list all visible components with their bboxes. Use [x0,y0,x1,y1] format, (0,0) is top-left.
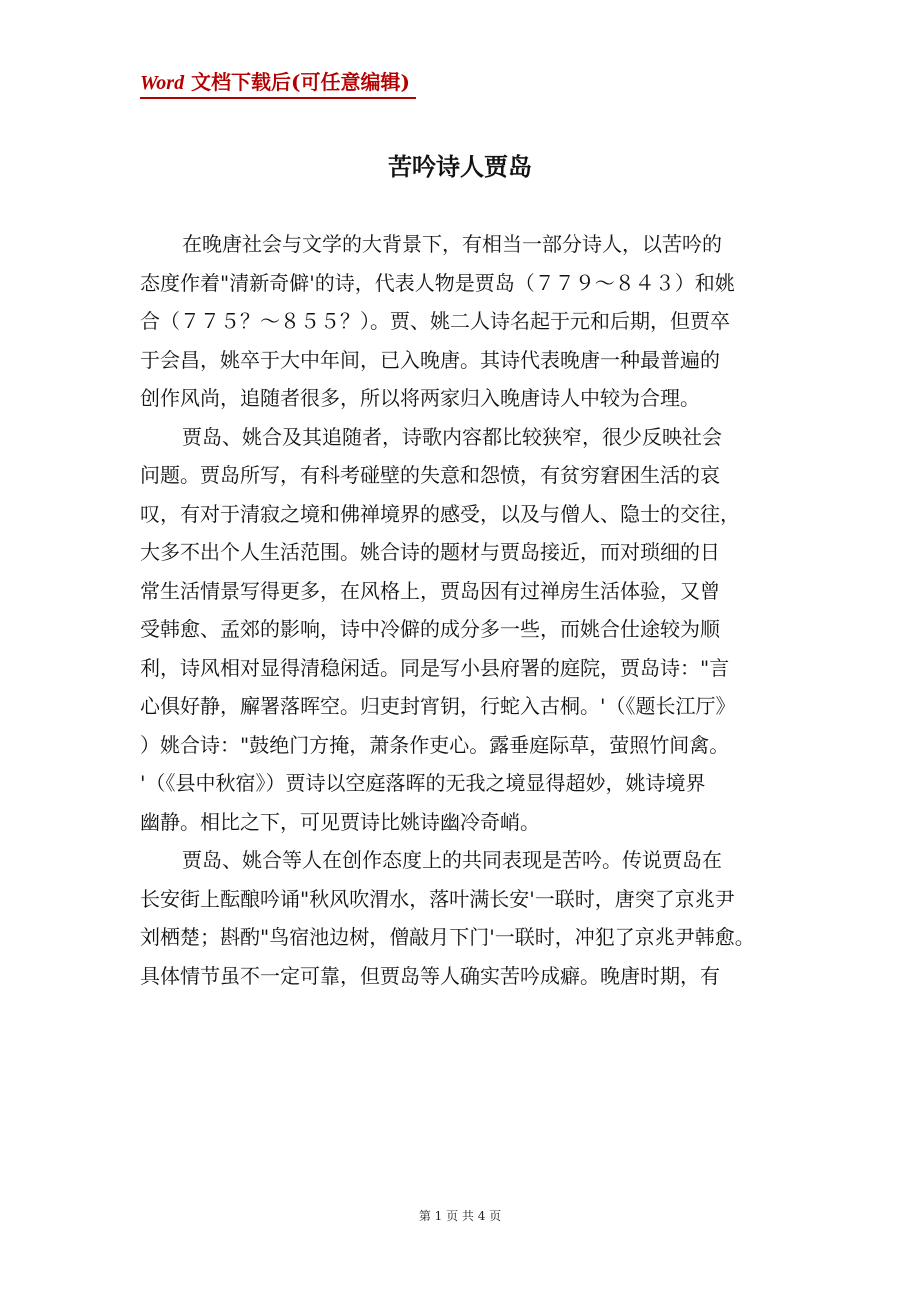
paragraph [140,225,800,418]
paragraph-line: 叹，有对于清寂之境和佛禅境界的感受，以及与僧人、隐士的交往， [140,501,740,526]
paragraph-line: 利，诗风相对显得清稳闲适。同是写小县府署的庭院，贾岛诗："言 [140,655,730,680]
paragraph-line: 在晚唐社会与文学的大背景下，有相当一部分诗人，以苦吟的 [182,232,722,256]
document-body [140,225,800,995]
paragraph-line: 大多不出个人生活范围。姚合诗的题材与贾岛接近，而对琐细的日 [140,540,720,564]
paragraph-line: 合（７７５？～８５５？）。贾、姚二人诗名起于元和后期，但贾卒 [140,309,730,333]
paragraph-line: '（《县中秋宿》）贾诗以空庭落晖的无我之境显得超妙，姚诗境界 [140,771,706,795]
paragraph-line: 长安街上酝酿吟诵"秋风吹渭水，落叶满长安'一联时，唐突了京兆尹 [140,886,735,911]
paragraph-line: 创作风尚，追随者很多，所以将两家归入晚唐诗人中较为合理。 [140,386,700,410]
paragraph-line: 常生活情景写得更多，在风格上，贾岛因有过禅房生活体验，又曾 [140,578,720,603]
paragraph-line: 受韩愈、孟郊的影响，诗中冷僻的成分多一些，而姚合仕途较为顺 [140,617,720,641]
paragraph-line: 刘栖楚；斟酌"鸟宿池边树，僧敲月下门'一联时，冲犯了京兆尹韩愈。 [140,925,755,949]
page-footer: 第 1 页 共 4 页 [418,1209,502,1223]
paragraph-line: ）姚合诗："鼓绝门方掩，萧条作吏心。露垂庭际草，萤照竹间禽。 [140,732,730,757]
paragraph-line: 态度作着"清新奇僻'的诗，代表人物是贾岛（７７９～８４３）和姚 [140,270,735,295]
document-title: 苦吟诗人贾岛 [388,153,532,181]
paragraph-line: 贾岛、姚合等人在创作态度上的共同表现是苦吟。传说贾岛在 [182,848,722,872]
paragraph-line: 问题。贾岛所写，有科考碰壁的失意和怨愤，有贫穷窘困生活的哀 [140,463,720,487]
paragraph-line: 幽静。相比之下，可见贾诗比姚诗幽冷奇峭。 [140,809,540,834]
paragraph [140,841,800,995]
paragraph-line: 贾岛、姚合及其追随者，诗歌内容都比较狭窄，很少反映社会 [182,424,722,449]
download-header-link[interactable] [140,68,416,99]
paragraph-line: 具体情节虽不一定可靠，但贾岛等人确实苦吟成癖。晚唐时期，有 [140,963,720,988]
header-link-text: 文档下载后(可任意编辑) [184,70,410,94]
paragraph-line: 于会昌，姚卒于大中年间，已入晚唐。其诗代表晚唐一种最普遍的 [140,347,720,372]
header-word-label: Word [140,72,185,94]
paragraph [140,418,800,842]
paragraph-line: 心俱好静，廨署落晖空。归吏封宵钥，行蛇入古桐。'（《题长江厅》 [140,694,736,718]
